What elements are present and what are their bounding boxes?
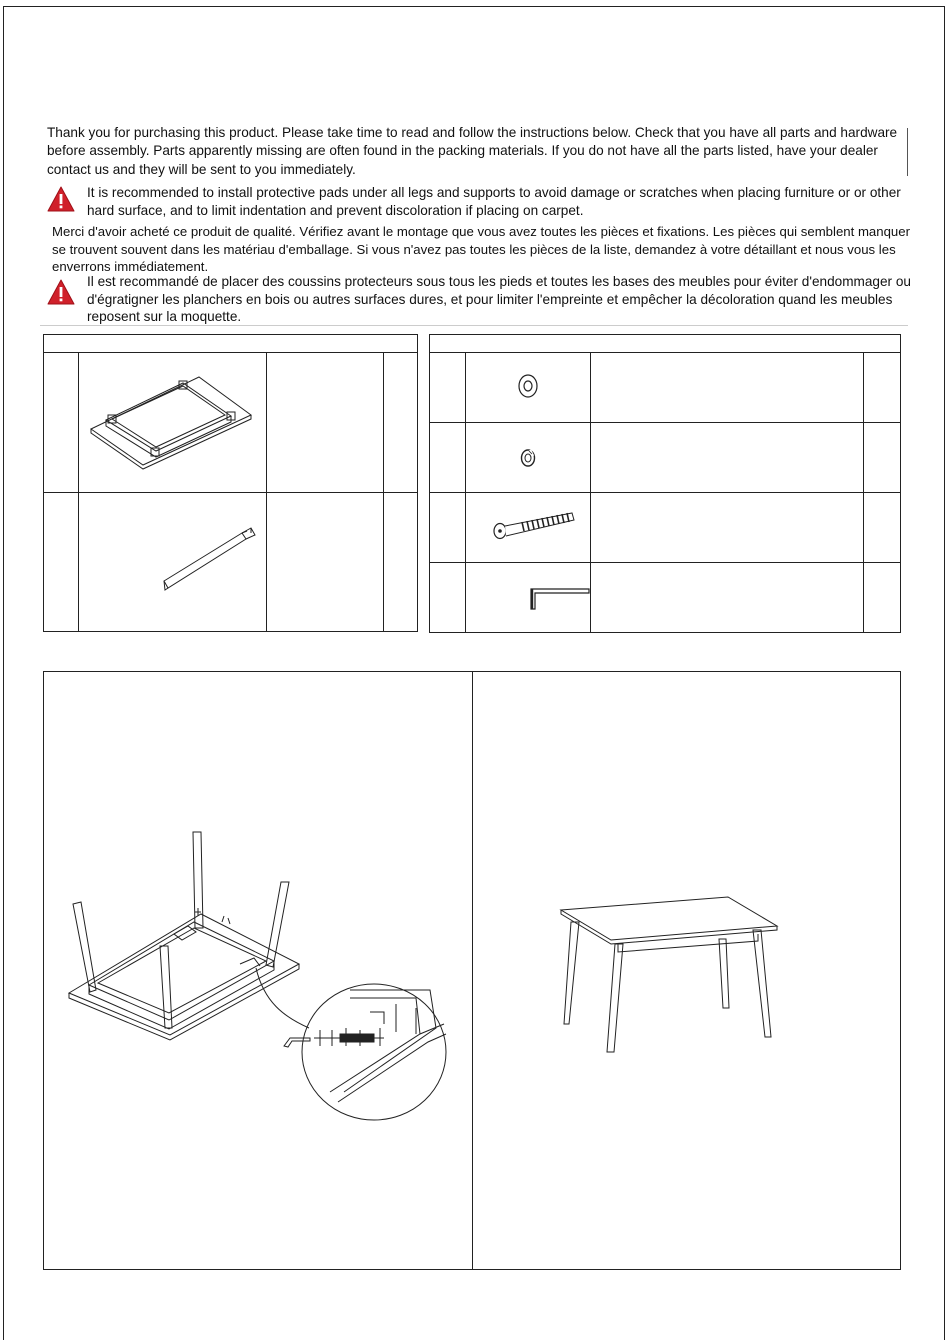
parts-table [43,334,418,632]
tabletop-frame-illustration [79,353,266,492]
part-a-description-cell [267,353,383,493]
part-b-qty-cell [383,493,417,632]
hardware-table [429,334,901,633]
hardware-3-image-cell [465,493,590,563]
part-a-qty-cell [383,353,417,493]
hardware-1-letter-cell [430,353,466,423]
warning-triangle-icon [47,279,75,305]
warning-triangle-icon [47,186,75,212]
hardware-2-qty-cell [864,423,901,493]
step-2-illustration [473,672,901,1269]
hardware-2-image-cell [465,423,590,493]
flat-washer-icon [466,353,590,422]
hardware-table-header [430,335,901,353]
warning-french-text: Il est recommandé de placer des coussins protecteurs sous tous les pieds et toutes les bases des meubles pour éviter d'endommager ou d'égratigner les planchers en bois ou autres surfaces dures, et pour limiter l'empreinte et empêcher la décoloration quand les meubles reposent sur la moquette. [87,274,911,325]
hardware-1-image-cell [465,353,590,423]
warning-english [47,184,912,220]
step-1-illustration [44,672,472,1269]
bolt-icon [466,493,590,562]
allen-key-icon [466,563,590,632]
lock-washer-icon [466,423,590,492]
intro-english: Thank you for purchasing this product. Please take time to read and follow the instructions below. Check that you have all parts and hardware before assembly. Parts apparently missing are often found in the packing materials. If you do not have all the parts listed, have your dealer contact us and they will be sent to you immediately. [47,125,898,177]
intro-french: Merci d'avoir acheté ce produit de qualité. Vérifiez avant le montage que vous avez toutes les pièces et fixations. Les pièces qui semblent manquer se trouvent souvent dans les matériau d'emballage. Si vous n'avez pas toutes les pièces de la liste, demandez à votre détaillant et nous vous les enverrons immédiatement. [52,224,910,275]
hardware-4-image-cell [465,563,590,633]
hardware-3-qty-cell [864,493,901,563]
part-a-image-cell [79,353,267,493]
hardware-3-description-cell [590,493,863,563]
section-divider [40,325,908,326]
warning-english-text: It is recommended to install protective pads under all legs and supports to avoid damage or scratches when placing furniture or or other hard surface, and to limit indentation and prevent discoloration if placing on carpet. [87,185,901,218]
part-b-image-cell [79,493,267,632]
parts-table-header [44,335,418,353]
part-b-letter-cell [44,493,79,632]
assembly-steps-panel [43,671,901,1270]
hardware-4-qty-cell [864,563,901,633]
hardware-2-description-cell [590,423,863,493]
hardware-1-description-cell [590,353,863,423]
hardware-4-description-cell [590,563,863,633]
warning-french [47,273,912,325]
hardware-4-letter-cell [430,563,466,633]
part-b-description-cell [267,493,383,632]
hardware-3-letter-cell [430,493,466,563]
margin-rule [907,128,908,176]
table-leg-illustration [79,493,266,631]
hardware-1-qty-cell [864,353,901,423]
part-a-letter-cell [44,353,79,493]
hardware-2-letter-cell [430,423,466,493]
